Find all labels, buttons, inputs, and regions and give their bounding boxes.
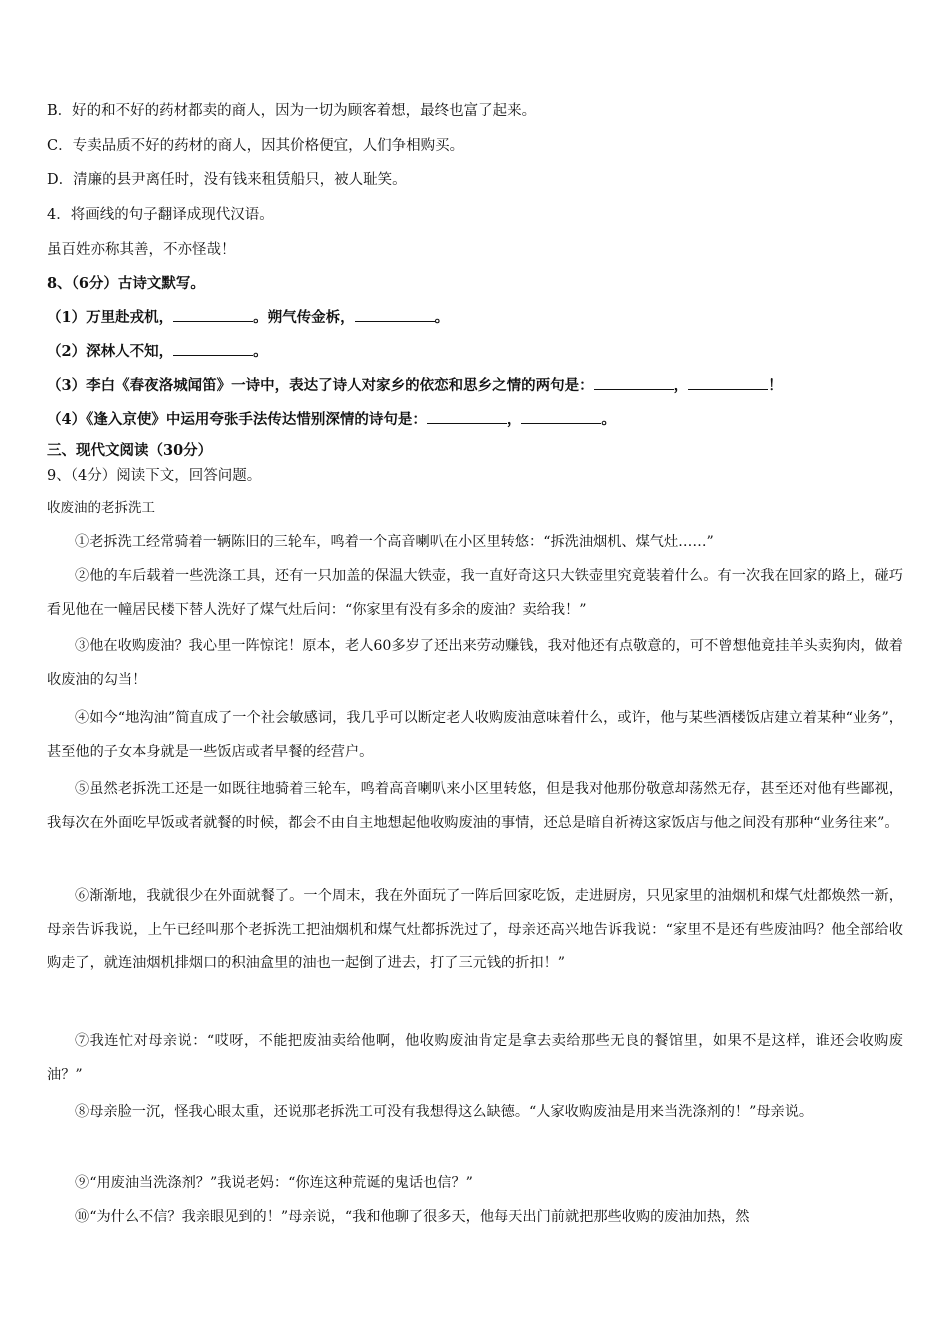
article-paragraph-9: ⑨“用废油当洗涤剂？”我说老妈：“你连这种荒诞的鬼话也信？”: [75, 1175, 473, 1191]
q8-item-4: （4）《逢入京使》中运用夸张手法传达惜别深情的诗句是： ， 。: [47, 411, 616, 428]
answer-blank[interactable]: [173, 307, 253, 322]
article-paragraph-3: ③他在收购废油？我心里一阵惊诧！原本，老人60多岁了还出来劳动赚钱，我对他还有点敬意的，可不曾想他竟挂羊头卖狗肉，做着收废油的勾当！: [47, 638, 903, 688]
article-paragraph-8: ⑧母亲脸一沉，怪我心眼太重，还说那老拆洗工可没有我想得这么缺德。“人家收购废油是用来当洗涤剂的！”母亲说。: [75, 1104, 814, 1120]
answer-blank[interactable]: [173, 341, 253, 356]
article-paragraph-10: ⑩“为什么不信？我亲眼见到的！”母亲说，“我和他聊了很多天，他每天出门前就把那些收购的废油加热，然: [75, 1209, 750, 1225]
answer-blank[interactable]: [521, 409, 601, 424]
answer-blank[interactable]: [427, 409, 507, 424]
article-paragraph-6: ⑥渐渐地，我就很少在外面就餐了。一个周末，我在外面玩了一阵后回家吃饭，走进厨房，只见家里的油烟机和煤气灶都焕然一新，母亲告诉我说，上午已经叫那个老拆洗工把油烟机和煤气灶都拆洗过了，母亲还高兴地告诉我说：“家里不是还有些废油吗？他全部给收购走了，就连油烟机排烟口的积油盒里的油也一起倒了进去，打了三元钱的折扣！”: [47, 888, 903, 971]
section-3-heading: 三、现代文阅读（30分）: [47, 442, 213, 459]
answer-blank[interactable]: [594, 375, 674, 390]
q8-item-2: （2）深林人不知， 。: [47, 343, 268, 360]
q8-header: 8、（6分）古诗文默写。: [47, 275, 205, 292]
answer-blank[interactable]: [688, 375, 768, 390]
answer-blank[interactable]: [355, 307, 435, 322]
q4-sentence: 虽百姓亦称其善，不亦怪哉！: [47, 242, 236, 258]
q8-item-3: （3）李白《春夜洛城闻笛》一诗中，表达了诗人对家乡的依恋和思乡之情的两句是： ， ！: [47, 377, 783, 394]
q4-prompt: 4．将画线的句子翻译成现代汉语。: [47, 207, 274, 223]
article-title: 收废油的老拆洗工: [47, 500, 155, 516]
article-paragraph-2: ②他的车后载着一些洗涤工具，还有一只加盖的保温大铁壶，我一直好奇这只大铁壶里究竟装着什么。有一次我在回家的路上，碰巧看见他在一幢居民楼下替人洗好了煤气灶后问：“你家里有没有多余的废油？卖给我！”: [47, 568, 903, 618]
option-b: B．好的和不好的药材都卖的商人，因为一切为顾客着想，最终也富了起来。: [47, 103, 537, 119]
option-d: D．清廉的县尹离任时，没有钱来租赁船只，被人耻笑。: [47, 172, 407, 188]
q8-item-1: （1）万里赴戎机， 。朔气传金柝， 。: [47, 309, 450, 326]
article-paragraph-5: ⑤虽然老拆洗工还是一如既往地骑着三轮车，鸣着高音喇叭来小区里转悠，但是我对他那份敬意却荡然无存，甚至还对他有些鄙视，我每次在外面吃早饭或者就餐的时候，都会不由自主地想起他收购废油的事情，还总是暗自祈祷这家饭店与他之间没有那种“业务往来”。: [47, 781, 903, 831]
option-c: C．专卖品质不好的药材的商人，因其价格便宜，人们争相购买。: [47, 138, 465, 154]
q9-header: 9、（4分）阅读下文，回答问题。: [47, 468, 262, 484]
article-paragraph-7: ⑦我连忙对母亲说：“哎呀，不能把废油卖给他啊，他收购废油肯定是拿去卖给那些无良的餐馆里，如果不是这样，谁还会收购废油？”: [47, 1033, 903, 1083]
article-paragraph-4: ④如今“地沟油”简直成了一个社会敏感词，我几乎可以断定老人收购废油意味着什么，或许，他与某些酒楼饭店建立着某种“业务”，甚至他的子女本身就是一些饭店或者早餐的经营户。: [47, 710, 903, 760]
article-paragraph-1: ①老拆洗工经常骑着一辆陈旧的三轮车，鸣着一个高音喇叭在小区里转悠：“拆洗油烟机、煤气灶……”: [75, 534, 714, 550]
